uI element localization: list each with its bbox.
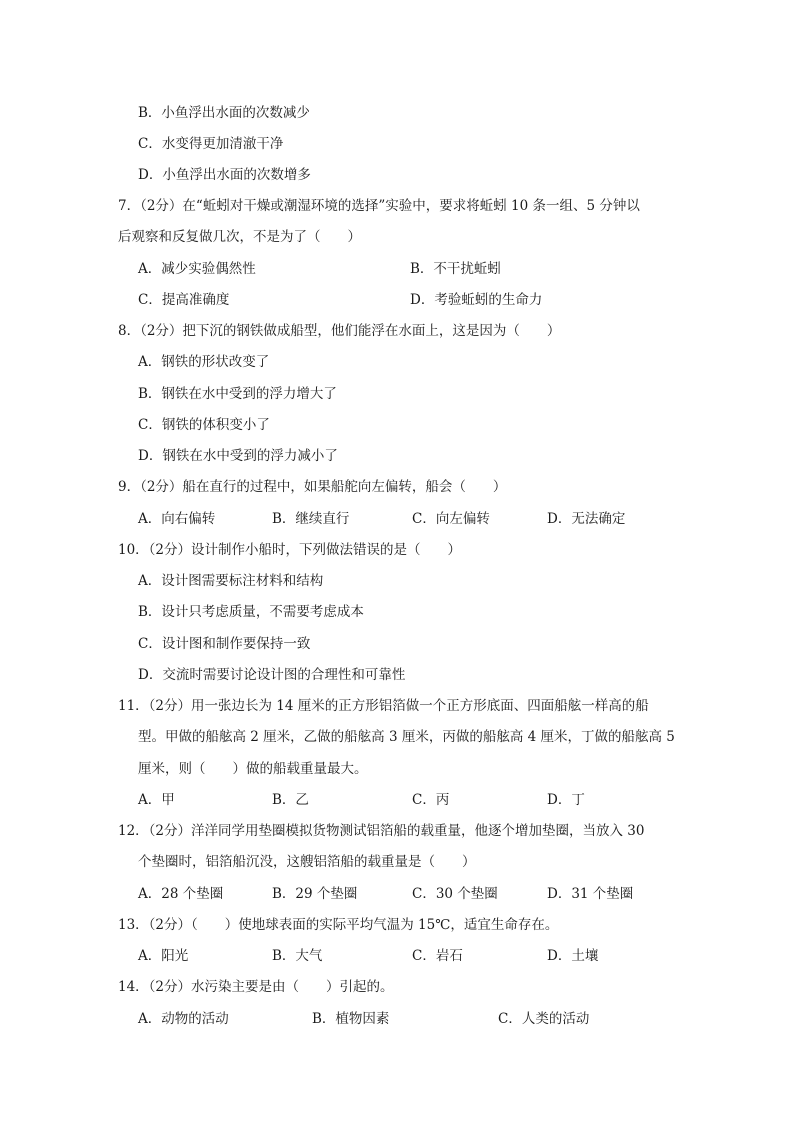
q12-stem-line2: 个垫圈时，铝箔船沉没，这艘铝箔船的载重量是（ ） [138, 854, 476, 870]
q8-option-b: B．钢铁在水中受到的浮力增大了 [138, 386, 337, 402]
q9-option-c: C．向左偏转 [412, 511, 490, 527]
q14-option-a: A．动物的活动 [138, 1011, 229, 1027]
q8-option-d: D．钢铁在水中受到的浮力减小了 [138, 448, 338, 464]
q11-option-c: C．丙 [412, 792, 450, 808]
q11-stem-line2: 型。甲做的船舷高 2 厘米，乙做的船舷高 3 厘米，丙做的船舷高 4 厘米，丁做的船舷高 5 [138, 729, 675, 745]
q9-option-a: A．向右偏转 [138, 511, 216, 527]
q11-stem-line3: 厘米，则（ ）做的船载重量最大。 [138, 761, 368, 777]
q13-stem: 13．（2分）（ ）使地球表面的实际平均气温为 15℃，适宜生命存在。 [118, 917, 559, 933]
q11-option-a: A．甲 [138, 792, 175, 808]
q7-stem-line1: 7．（2分）在“蚯蚓对干燥或潮湿环境的选择”实验中，要求将蚯蚓 10 条一组、5 分钟以 [118, 198, 640, 214]
q12-option-b: B．29 个垫圈 [272, 886, 358, 902]
q8-option-c: C．钢铁的体积变小了 [138, 417, 270, 433]
q12-option-d: D．31 个垫圈 [547, 886, 634, 902]
q7-option-b: B．不干扰蚯蚓 [410, 261, 501, 277]
q10-stem: 10．（2分）设计制作小船时，下列做法错误的是（ ） [118, 542, 462, 558]
q10-option-d: D．交流时需要讨论设计图的合理性和可靠性 [138, 667, 406, 683]
q13-option-b: B．大气 [272, 948, 323, 964]
q10-option-b: B．设计只考虑质量，不需要考虑成本 [138, 604, 364, 620]
q9-option-d: D．无法确定 [547, 511, 626, 527]
q12-option-c: C．30 个垫圈 [412, 886, 498, 902]
q8-stem: 8．（2分）把下沉的钢铁做成船型，他们能浮在水面上，这是因为（ ） [118, 323, 561, 339]
q7-option-c: C．提高准确度 [138, 292, 230, 308]
q14-option-c: C．人类的活动 [498, 1011, 590, 1027]
q8-option-a: A．钢铁的形状改变了 [138, 354, 270, 370]
q10-option-a: A．设计图需要标注材料和结构 [138, 573, 324, 589]
q11-stem-line1: 11．（2分）用一张边长为 14 厘米的正方形铝箔做一个正方形底面、四面船舷一样高的船 [118, 698, 649, 714]
q9-stem: 9．（2分）船在直行的过程中，如果船舵向左偏转，船会（ ） [118, 479, 507, 495]
q11-option-d: D．丁 [547, 792, 585, 808]
q6-option-d: D．小鱼浮出水面的次数增多 [138, 167, 311, 183]
q6-option-b: B．小鱼浮出水面的次数减少 [138, 105, 310, 121]
q13-option-a: A．阳光 [138, 948, 189, 964]
q7-stem-line2: 后观察和反复做几次，不是为了（ ） [118, 229, 361, 245]
q9-option-b: B．继续直行 [272, 511, 350, 527]
q13-option-c: C．岩石 [412, 948, 463, 964]
q13-option-d: D．土壤 [547, 948, 599, 964]
q12-option-a: A．28 个垫圈 [138, 886, 224, 902]
q14-stem: 14．（2分）水污染主要是由（ ）引起的。 [118, 979, 394, 995]
q7-option-a: A．减少实验偶然性 [138, 261, 256, 277]
q11-option-b: B．乙 [272, 792, 309, 808]
q7-option-d: D．考验蚯蚓的生命力 [410, 292, 543, 308]
q12-stem-line1: 12．（2分）洋洋同学用垫圈模拟货物测试铝箔船的载重量，他逐个增加垫圈，当放入 30 [118, 823, 645, 839]
q6-option-c: C．水变得更加清澈干净 [138, 136, 284, 152]
q14-option-b: B．植物因素 [312, 1011, 390, 1027]
q10-option-c: C．设计图和制作要保持一致 [138, 636, 311, 652]
